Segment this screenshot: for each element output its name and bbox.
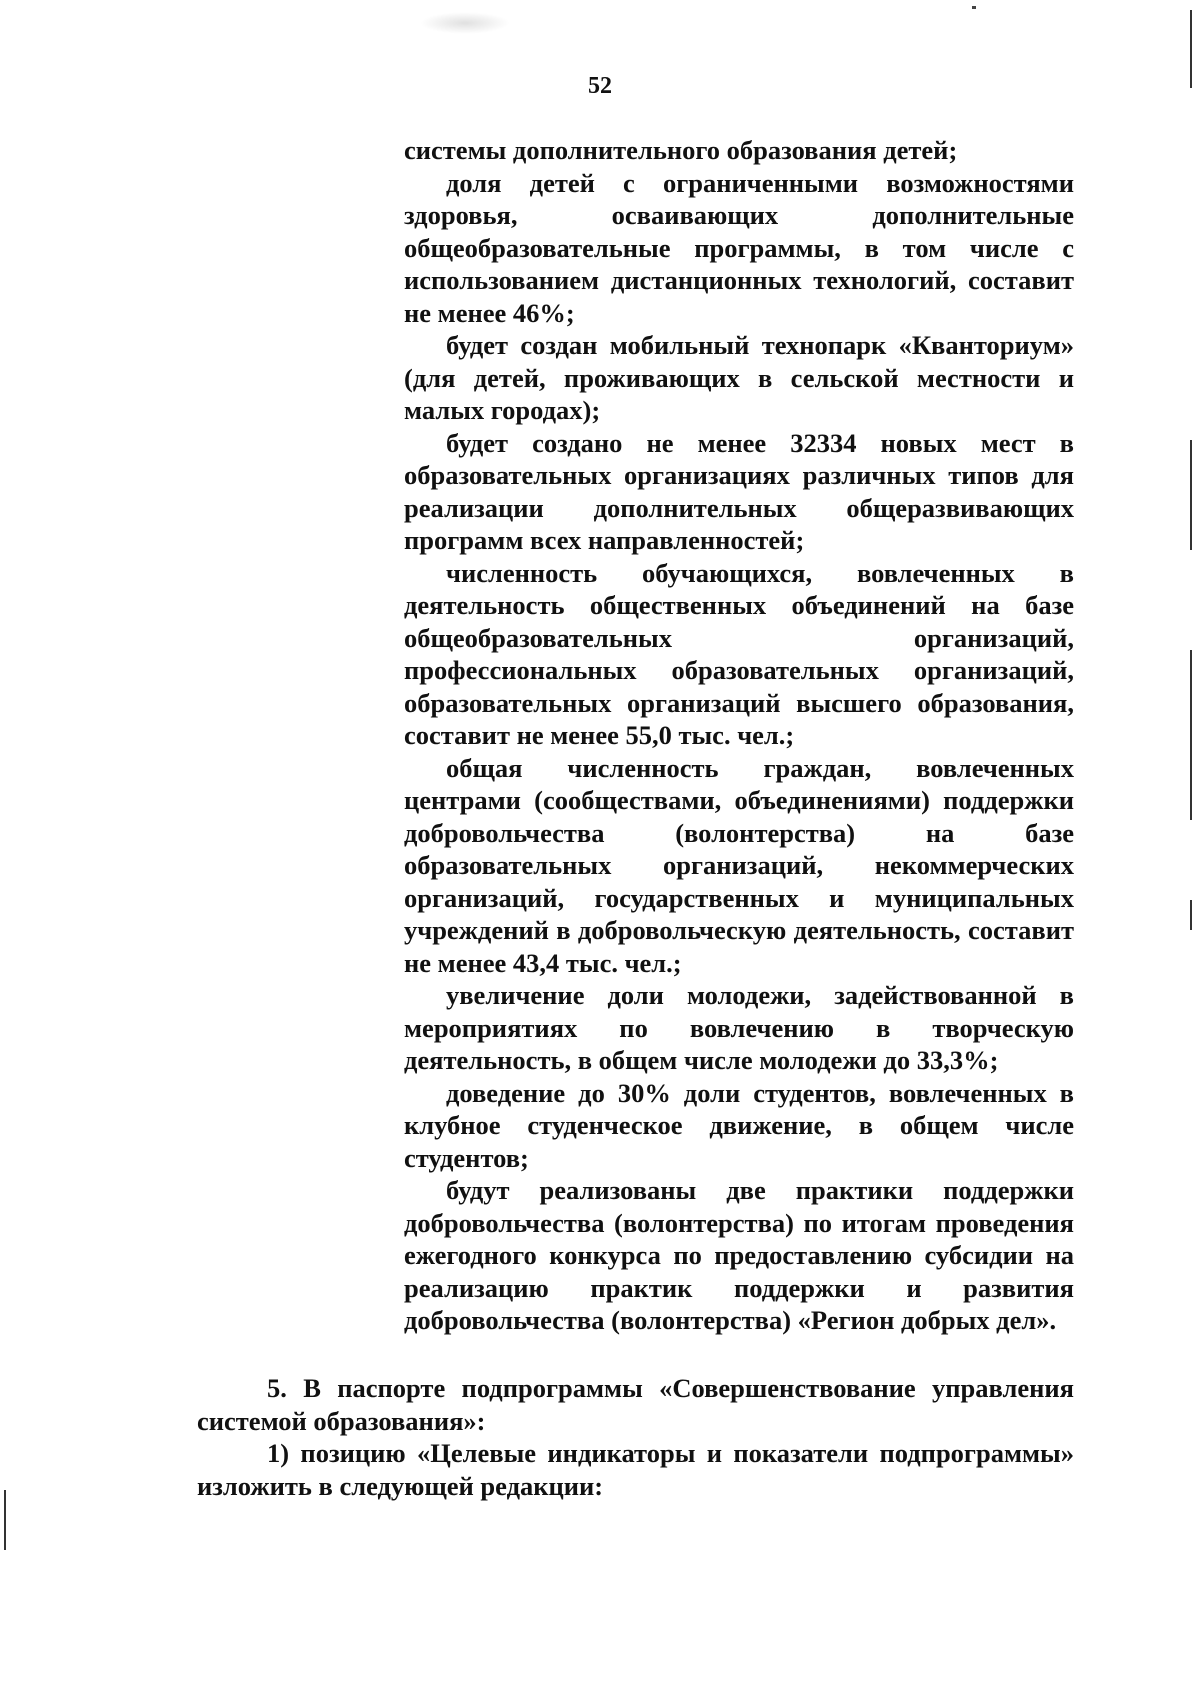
scan-edge-mark <box>1190 440 1192 550</box>
paragraph: увеличение доли молодежи, задействованной в мероприятиях по вовлечению в творческую деятельность, в общем числе молодежи до 33,3%; <box>404 980 1074 1075</box>
paragraph: доведение до 30% доли студентов, вовлеченных в клубное студенческое движение, в общем числе студентов; <box>404 1077 1074 1173</box>
scan-edge-mark <box>1190 650 1192 820</box>
page-number: 52 <box>588 73 612 99</box>
paragraph: будет создано не менее 32334 новых мест в образовательных организациях различных типов для реализации дополнительных общеразвивающих программ всех направленностей; <box>404 427 1074 555</box>
scan-edge-mark <box>4 1490 6 1550</box>
paragraph: численность обучающихся, вовлеченных в деятельность общественных объединений на базе общеобразовательных организаций, профессиональных образовательных организаций, образовательных организаций высшего образования, составит не менее 55,0 тыс. чел.; <box>404 557 1074 750</box>
scan-smudge <box>420 12 510 34</box>
paragraph: будет создан мобильный технопарк «Кванториум» (для детей, проживающих в сельской местности и малых городах); <box>404 330 1074 425</box>
scan-edge-mark <box>1190 900 1192 930</box>
paragraph: системы дополнительного образования детей; <box>404 135 958 165</box>
section-paragraph: 1) позицию «Целевые индикаторы и показатели подпрограммы» изложить в следующей редакции: <box>197 1438 1074 1501</box>
section-text <box>197 1372 1074 1502</box>
section-paragraph: 5. В паспорте подпрограммы «Совершенствование управления системой образования»: <box>197 1373 1074 1436</box>
paragraph: доля детей с ограниченными возможностями здоровья, осваивающих дополнительные общеобразовательные программы, в том числе с использованием дистанционных технологий, составит не менее 46%; <box>404 167 1074 328</box>
narrow-text-column <box>404 134 1074 1337</box>
paragraph: будут реализованы две практики поддержки добровольчества (волонтерства) по итогам проведения ежегодного конкурса по предоставлению субсидии на реализацию практик поддержки и развития добровольчества (волонтерства) «Регион добрых дел». <box>404 1175 1074 1335</box>
paragraph: общая численность граждан, вовлеченных центрами (сообществами, объединениями) поддержки добровольчества (волонтерства) на базе образовательных организаций, некоммерческих организаций, государственных и муниципальных учреждений в добровольческую деятельность, составит не менее 43,4 тыс. чел.; <box>404 752 1074 978</box>
scan-dot <box>972 6 976 9</box>
